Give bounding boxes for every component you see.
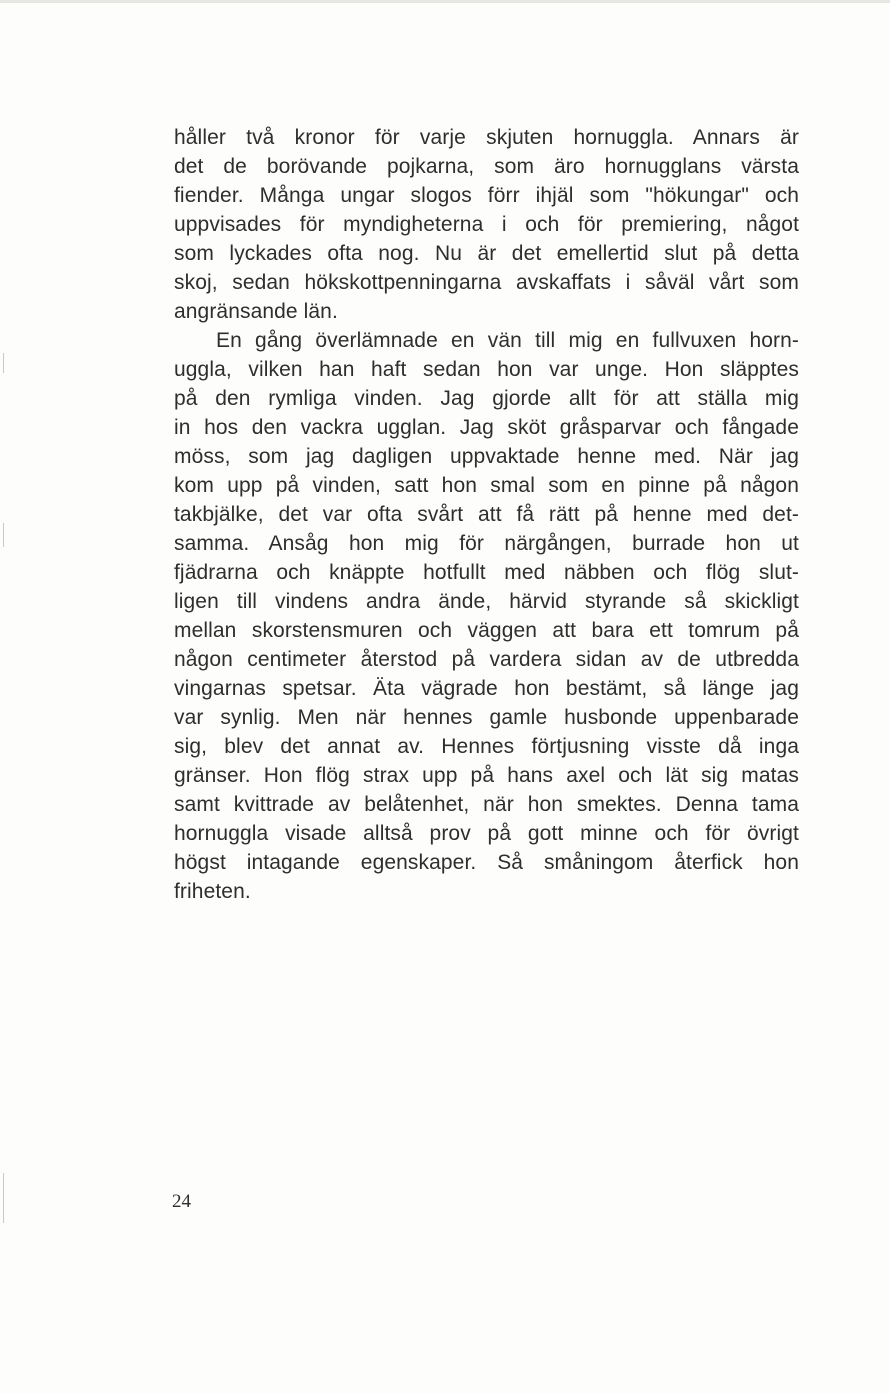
text-line: på den rymliga vinden. Jag gjorde allt för att ställa mig	[174, 387, 799, 410]
body-text	[174, 123, 799, 935]
text-line: det de borövande pojkarna, som äro hornugglans värsta	[174, 155, 799, 178]
text-line: fjädrarna och knäppte hotfullt med näbben och flög slut-	[174, 561, 799, 584]
text-line: håller två kronor för varje skjuten hornuggla. Annars är	[174, 126, 799, 149]
text-line: som lyckades ofta nog. Nu är det emellertid slut på detta	[174, 242, 799, 265]
text-line: högst intagande egenskaper. Så småningom återfick hon	[174, 851, 799, 874]
text-line: hornuggla visade alltså prov på gott minne och för övrigt	[174, 822, 799, 845]
text-line: var synlig. Men när hennes gamle husbonde uppenbarade	[174, 706, 799, 729]
text-line: möss, som jag dagligen uppvaktade henne med. När jag	[174, 445, 799, 468]
text-line: sig, blev det annat av. Hennes förtjusning visste då inga	[174, 735, 799, 758]
text-line: skoj, sedan hökskottpenningarna avskaffats i såväl vårt som	[174, 271, 799, 294]
text-line: någon centimeter återstod på vardera sidan av de utbredda	[174, 648, 799, 671]
text-line: samt kvittrade av belåtenhet, när hon smektes. Denna tama	[174, 793, 799, 816]
text-line: kom upp på vinden, satt hon smal som en pinne på någon	[174, 474, 799, 497]
text-line: friheten.	[174, 880, 251, 903]
text-line: uppvisades för myndigheterna i och för premiering, något	[174, 213, 799, 236]
text-line: angränsande län.	[174, 300, 338, 323]
text-line: gränser. Hon flög strax upp på hans axel och lät sig matas	[174, 764, 799, 787]
text-line: fiender. Många ungar slogos förr ihjäl som "hökungar" och	[174, 184, 799, 207]
paragraph-2	[174, 326, 799, 935]
text-line: in hos den vackra ugglan. Jag sköt gråsparvar och fångade	[174, 416, 799, 439]
text-line	[174, 906, 799, 935]
paragraph-1	[174, 123, 799, 326]
text-line: vingarnas spetsar. Äta vägrade hon bestämt, så länge jag	[174, 677, 799, 700]
text-line: takbjälke, det var ofta svårt att få rätt på henne med det-	[174, 503, 799, 526]
scan-edge-mark	[3, 1173, 4, 1223]
text-line: samma. Ansåg hon mig för närgången, burrade hon ut	[174, 532, 799, 555]
text-line: uggla, vilken han haft sedan hon var unge. Hon släpptes	[174, 358, 799, 381]
scan-edge-mark	[3, 353, 4, 373]
text-line: ligen till vindens andra ände, härvid styrande så skickligt	[174, 590, 799, 613]
text-line: mellan skorstensmuren och väggen att bara ett tomrum på	[174, 619, 799, 642]
text-line: En gång överlämnade en vän till mig en fullvuxen horn-	[216, 329, 799, 352]
scan-edge-mark	[3, 523, 4, 547]
page-number: 24	[172, 1191, 191, 1212]
